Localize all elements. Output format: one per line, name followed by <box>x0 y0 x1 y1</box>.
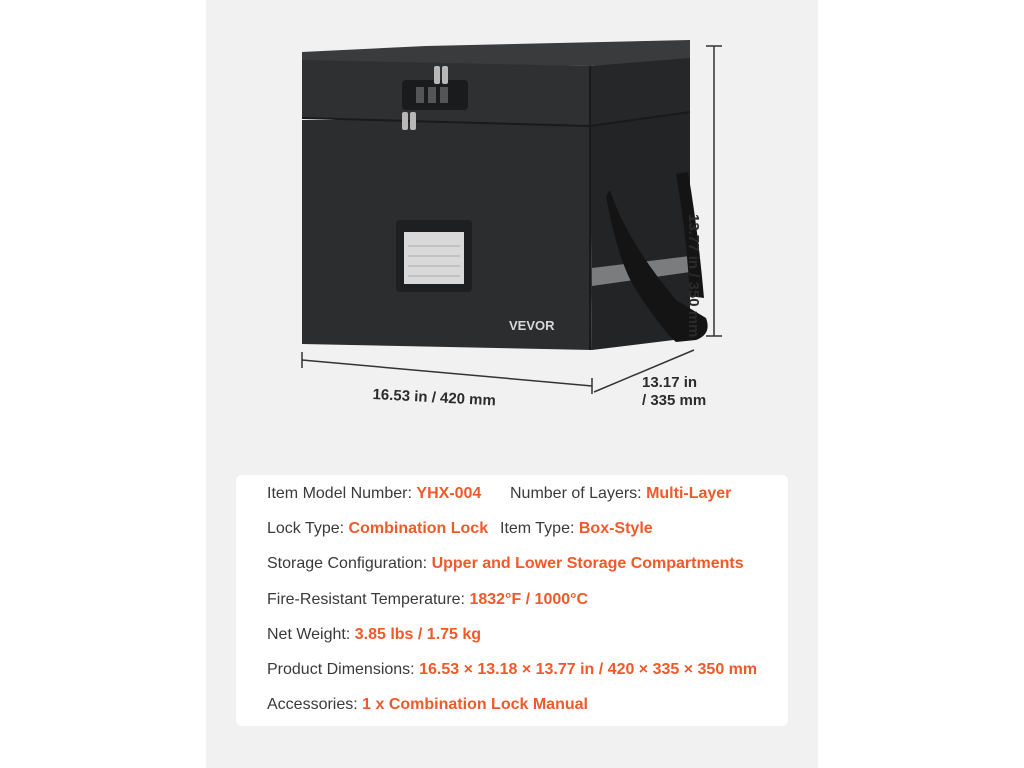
depth-dimension-label <box>642 374 706 410</box>
acc-label: Accessories: <box>267 696 358 713</box>
width-dimension-label: 16.53 in / 420 mm <box>372 386 497 410</box>
spec-row-dimensions <box>267 661 757 683</box>
item-type-label: Item Type: <box>500 520 575 537</box>
spec-card <box>236 475 788 726</box>
weight-value: 3.85 lbs / 1.75 kg <box>354 626 482 643</box>
dims-label: Product Dimensions: <box>267 661 415 678</box>
storage-value: Upper and Lower Storage Compartments <box>431 555 744 572</box>
item-type-value: Box-Style <box>578 520 653 537</box>
model-value: YHX-004 <box>416 485 482 502</box>
fire-value: 1832°F / 1000°C <box>469 591 589 608</box>
acc-value: 1 x Combination Lock Manual <box>362 696 588 713</box>
fire-label: Fire-Resistant Temperature: <box>267 591 465 608</box>
storage-label: Storage Configuration: <box>267 555 428 572</box>
layers-label: Number of Layers: <box>510 485 642 502</box>
layers-value: Multi-Layer <box>646 485 732 502</box>
product-illustration <box>206 0 818 440</box>
depth-dimension-line2: / 335 mm <box>642 392 707 409</box>
height-dimension-label: 13.77 in / 350 mm <box>685 214 702 338</box>
width-dimension-line <box>302 360 592 386</box>
weight-label: Net Weight: <box>267 626 351 643</box>
model-label: Item Model Number: <box>267 485 412 502</box>
bag-brand: VEVOR <box>509 318 555 333</box>
dims-value: 16.53 × 13.18 × 13.77 in / 420 × 335 × 350 mm <box>419 661 758 678</box>
lock-value: Combination Lock <box>348 520 489 537</box>
spec-row-weight <box>267 626 481 648</box>
depth-dimension-line1: 13.17 in <box>642 374 698 391</box>
spec-row-fire <box>267 591 588 613</box>
spec-row-accessories <box>267 696 588 718</box>
spec-row-storage <box>267 555 744 577</box>
lock-label: Lock Type: <box>267 520 345 537</box>
